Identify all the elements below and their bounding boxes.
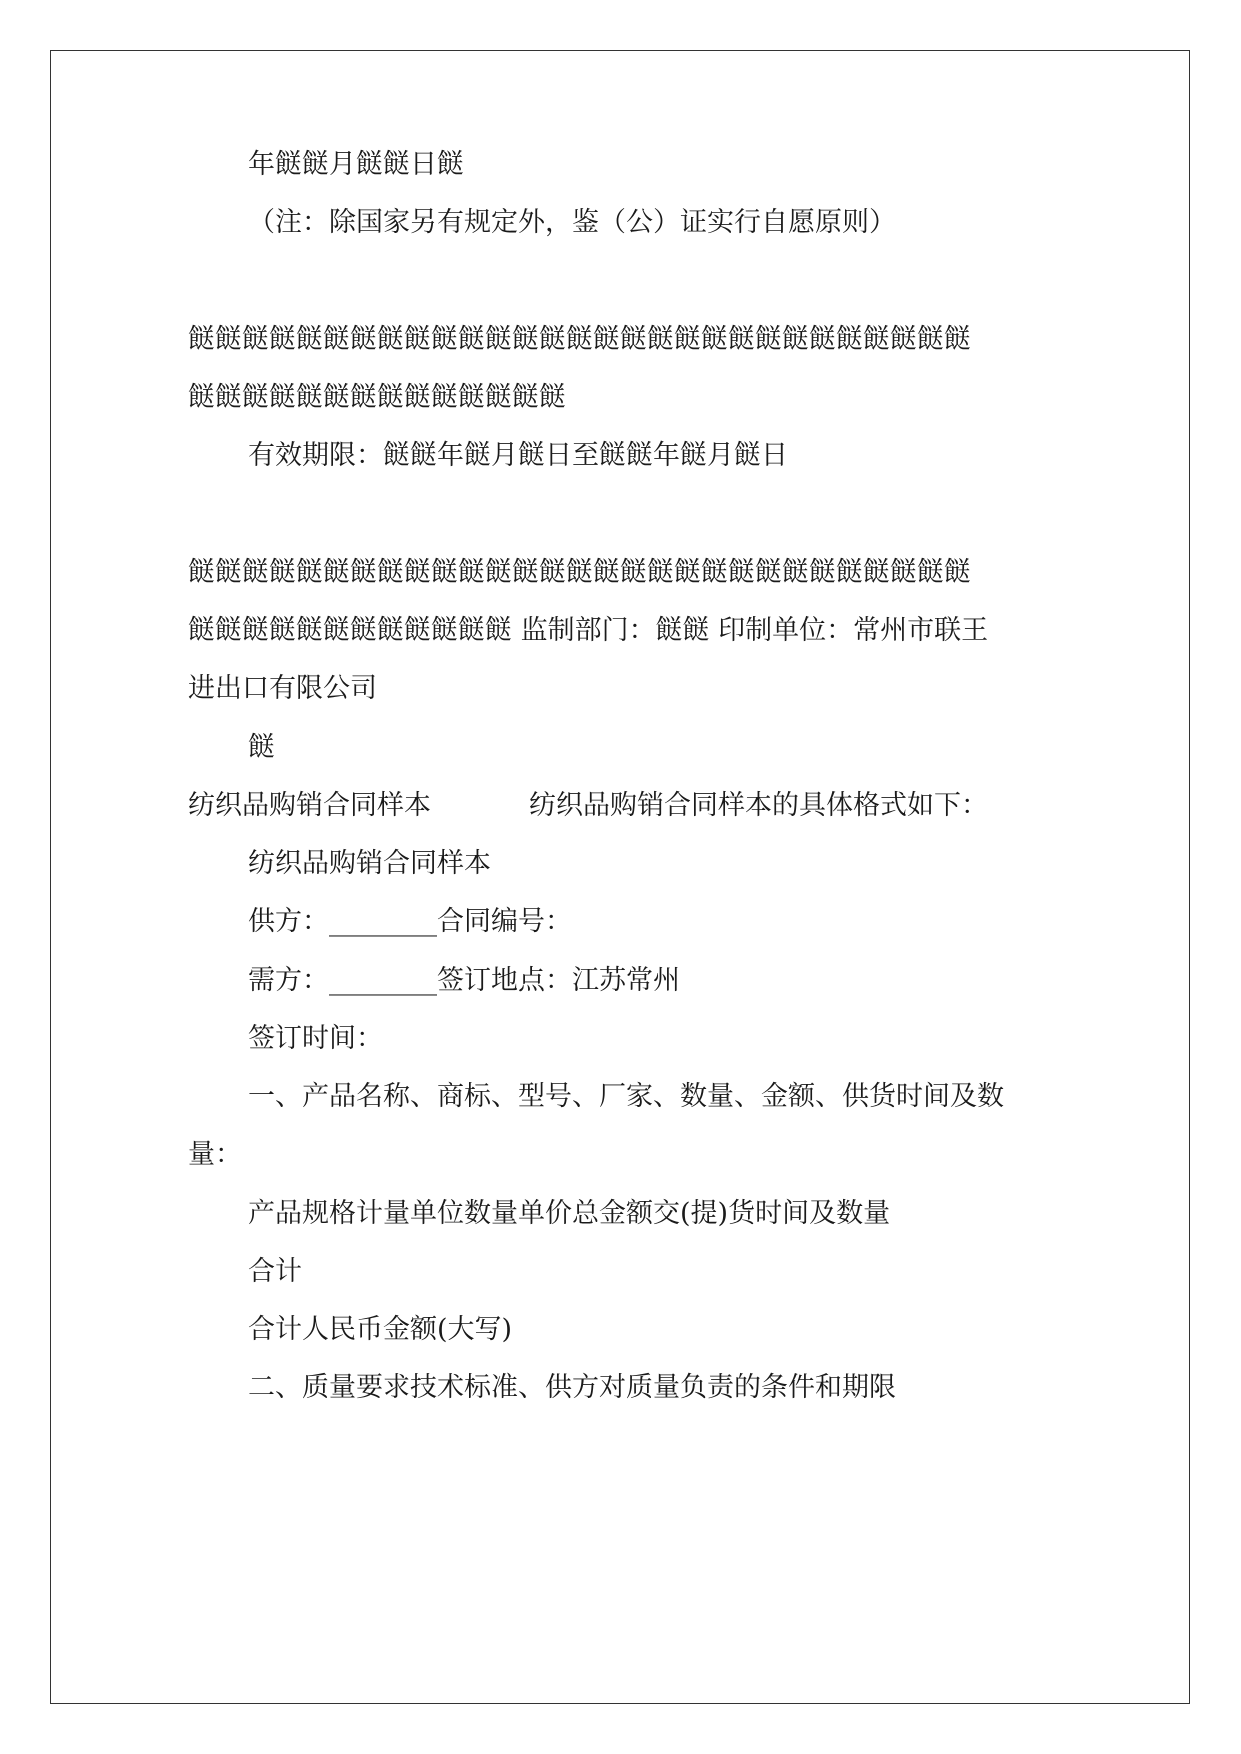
validity-line: 有效期限：餸餸年餸月餸日至餸餸年餸月餸日 xyxy=(248,440,788,471)
garbled-line-1: 餸餸餸餸餸餸餸餸餸餸餸餸餸餸餸餸餸餸餸餸餸餸餸餸餸餸餸餸餸 xyxy=(188,324,971,355)
supervision-line: 餸餸餸餸餸餸餸餸餸餸餸餸 监制部门：餸餸 印制单位：常州市联王 xyxy=(188,615,989,646)
total-line: 合计 xyxy=(248,1256,302,1287)
garbled-line-3: 餸餸餸餸餸餸餸餸餸餸餸餸餸餸餸餸餸餸餸餸餸餸餸餸餸餸餸餸餸 xyxy=(188,557,971,588)
date-line: 年餸餸月餸餸日餸 xyxy=(248,149,464,180)
garbled-char: 餸 xyxy=(248,732,275,763)
format-intro: 纺织品购销合同样本的具体格式如下： xyxy=(529,790,988,821)
clause-2-heading: 二、质量要求技术标准、供方对质量负责的条件和期限 xyxy=(248,1372,896,1403)
title-row xyxy=(188,789,988,823)
company-line: 进出口有限公司 xyxy=(188,673,377,704)
supplier-line: 供方：________合同编号： xyxy=(248,906,572,937)
table-header-line: 产品规格计量单位数量单价总金额交(提)货时间及数量 xyxy=(248,1198,891,1229)
total-amount-line: 合计人民币金额(大写) xyxy=(248,1314,513,1345)
garbled-line-2: 餸餸餸餸餸餸餸餸餸餸餸餸餸餸 xyxy=(188,382,566,413)
sign-time-line: 签订时间： xyxy=(248,1023,383,1054)
page-border xyxy=(50,50,1190,1704)
note-line: （注：除国家另有规定外，鉴（公）证实行自愿原则） xyxy=(248,207,896,238)
buyer-line: 需方：________签订地点：江苏常州 xyxy=(248,965,680,996)
clause-1-continuation: 量： xyxy=(188,1139,242,1170)
clause-1-heading: 一、产品名称、商标、型号、厂家、数量、金额、供货时间及数 xyxy=(248,1081,1004,1112)
contract-title: 纺织品购销合同样本 xyxy=(248,848,491,879)
doc-title: 纺织品购销合同样本 xyxy=(188,790,431,821)
